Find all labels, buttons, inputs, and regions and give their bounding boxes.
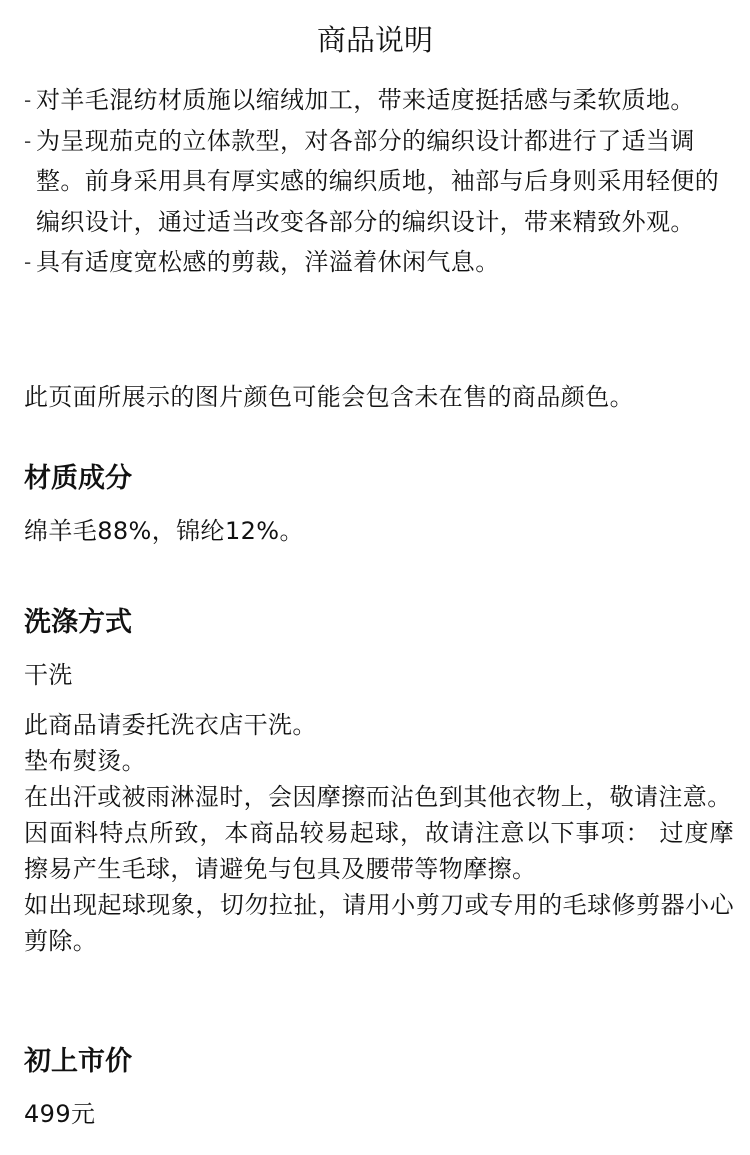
page-title: 商品说明 — [316, 23, 433, 57]
material-value: 绵羊毛88%，锦纶12%。 — [24, 517, 304, 545]
feature-list — [24, 80, 730, 283]
price-value: 499元 — [24, 1100, 96, 1128]
feature-text: 具有适度宽松感的剪裁，洋溢着休闲气息。 — [36, 248, 500, 276]
color-note: 此页面所展示的图片颜色可能会包含未在售的商品颜色。 — [24, 383, 634, 411]
care-instructions — [24, 707, 734, 959]
care-method: 干洗 — [24, 661, 73, 689]
care-instruction: 因面料特点所致，本商品较易起球，故请注意以下事项： 过度摩擦易产生毛球，请避免与包具及腰带等物摩擦。 — [24, 819, 734, 883]
feature-text: 为呈现茄克的立体款型，对各部分的编织设计都进行了适当调整。前身采用具有厚实感的编织质地，袖部与后身则采用轻便的编织设计，通过适当改变各部分的编织设计，带来精致外观。 — [36, 126, 720, 236]
feature-text: 对羊毛混纺材质施以缩绒加工，带来适度挺括感与柔软质地。 — [36, 86, 695, 114]
bullet-mark: - — [24, 250, 32, 274]
bullet-mark: - — [24, 88, 32, 112]
care-instruction: 如出现起球现象，切勿拉扯，请用小剪刀或专用的毛球修剪器小心剪除。 — [24, 891, 734, 955]
price-heading: 初上市价 — [24, 1046, 132, 1077]
feature-item — [24, 80, 730, 121]
feature-item — [24, 121, 730, 243]
care-instruction: 垫布熨烫。 — [24, 747, 146, 775]
material-heading: 材质成分 — [24, 463, 132, 494]
bullet-mark: - — [24, 128, 32, 153]
care-heading: 洗涤方式 — [24, 607, 132, 638]
feature-item — [24, 242, 730, 283]
care-instruction: 此商品请委托洗衣店干洗。 — [24, 711, 317, 739]
care-instruction: 在出汗或被雨淋湿时，会因摩擦而沾色到其他衣物上，敬请注意。 — [24, 783, 732, 811]
